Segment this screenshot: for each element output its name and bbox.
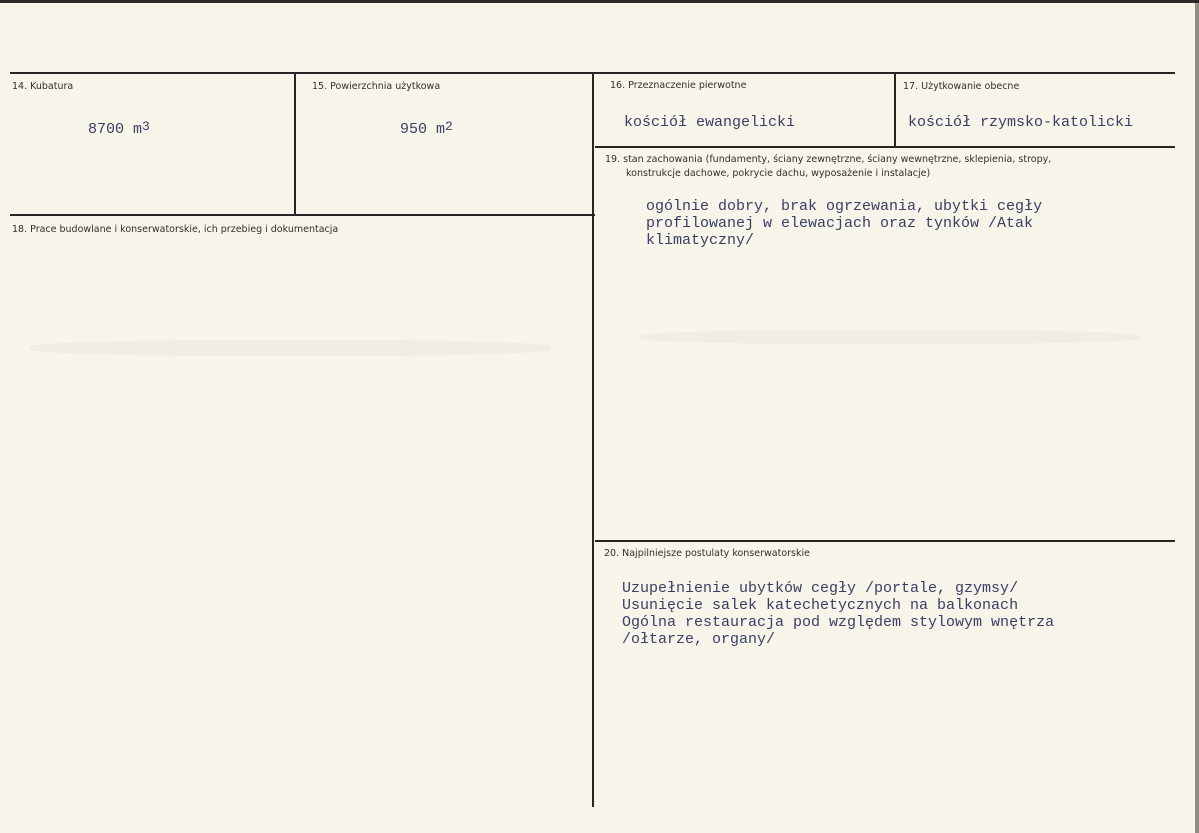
divider-14-15: [294, 72, 296, 216]
field-19-line: klimatyczny/: [646, 232, 755, 249]
rule-above-20: [595, 540, 1175, 542]
field-18-label: 18. Prace budowlane i konserwatorskie, ich przebieg i dokumentacja: [12, 224, 339, 235]
center-divider: [592, 72, 594, 807]
field-19-label-line-1: 19. stan zachowania (fundamenty, ściany zewnętrzne, ściany wewnętrzne, sklepienia, stropy,: [605, 154, 1052, 165]
field-14-label: 14. Kubatura: [12, 81, 74, 92]
field-14-unit-exponent: 3: [142, 119, 150, 134]
field-20-label: 20. Najpilniejsze postulaty konserwatorskie: [604, 548, 810, 559]
field-19-line: profilowanej w elewacjach oraz tynków /Atak: [646, 215, 1034, 232]
field-16-label: 16. Przeznaczenie pierwotne: [610, 80, 747, 91]
field-14-value: 8700 $m^3$: [88, 119, 150, 138]
field-19-text: [646, 198, 1042, 249]
field-20-line: Ogólna restauracja pod względem stylowym wnętrza: [622, 614, 1055, 631]
field-16-value: kościół ewangelicki: [624, 114, 796, 131]
paper-smudge: [640, 330, 1140, 344]
field-20-line: /ołtarze, organy/: [622, 631, 776, 648]
field-17-label: 17. Użytkowanie obecne: [903, 81, 1020, 92]
field-20-line: Usunięcie salek katechetycznych na balkonach: [622, 597, 1019, 614]
field-15-value: 950 $m^2$: [400, 119, 453, 138]
field-19-label-line-2: konstrukcje dachowe, pokrycie dachu, wyposażenie i instalacje): [626, 168, 931, 179]
field-17-value: kościół rzymsko-katolicki: [908, 114, 1134, 131]
paper-smudge: [30, 340, 550, 356]
field-15-unit-exponent: 2: [445, 119, 453, 134]
divider-16-17: [894, 72, 896, 148]
rule-below-16-17: [595, 146, 1175, 148]
field-20-line: Uzupełnienie ubytków cegły /portale, gzymsy/: [622, 580, 1019, 597]
field-20-text: [622, 580, 1054, 648]
rule-below-14-15: [10, 214, 595, 216]
field-15-label: 15. Powierzchnia użytkowa: [312, 81, 441, 92]
field-19-line: ogólnie dobry, brak ogrzewania, ubytki cegły: [646, 198, 1043, 215]
